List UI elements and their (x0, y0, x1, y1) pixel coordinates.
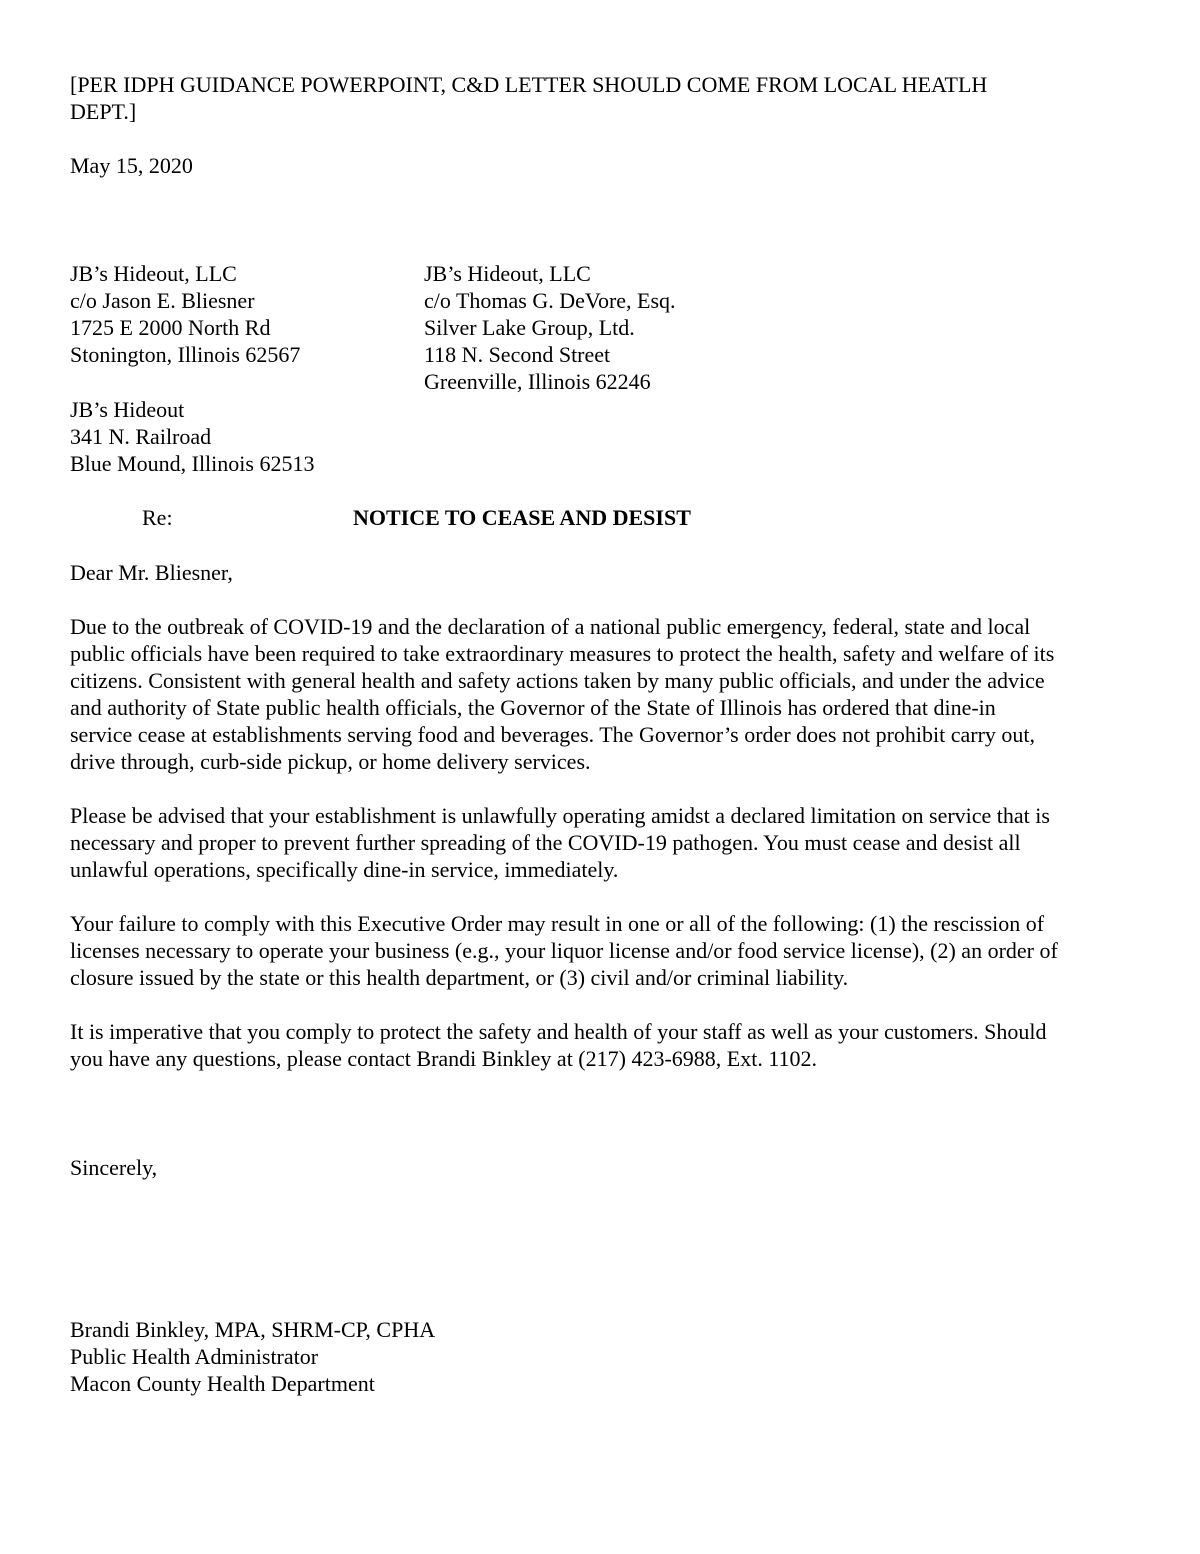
address-line: 341 N. Railroad (70, 424, 212, 449)
address-line: c/o Jason E. Bliesner (70, 288, 255, 313)
body-paragraph (70, 1018, 1132, 1072)
address-line: Greenville, Illinois 62246 (424, 369, 651, 394)
signatory-organization: Macon County Health Department (70, 1371, 375, 1396)
closing: Sincerely, (70, 1155, 158, 1180)
body-paragraph (70, 802, 1132, 883)
signature-block (70, 1316, 1132, 1397)
paragraph-line: drive through, curb-side pickup, or home delivery services. (70, 749, 591, 774)
paragraph-line: Due to the outbreak of COVID-19 and the declaration of a national public emergency, federal, state and local (70, 614, 1031, 639)
paragraph-line: and authority of State public health officials, the Governor of the State of Illinois has ordered that dine-in (70, 695, 996, 720)
guidance-note (70, 71, 1132, 125)
recipient-address-counsel (424, 260, 824, 395)
recipient-address-primary (70, 260, 390, 368)
paragraph-line: It is imperative that you comply to protect the safety and health of your staff as well as your customers. Should (70, 1019, 1047, 1044)
salutation: Dear Mr. Bliesner, (70, 560, 233, 585)
letter-date: May 15, 2020 (70, 153, 193, 178)
address-line: JB’s Hideout (70, 397, 185, 422)
paragraph-line: unlawful operations, specifically dine-in service, immediately. (70, 857, 619, 882)
subject-label: Re: (142, 505, 173, 530)
paragraph-line: service cease at establishments serving food and beverages. The Governor’s order does not prohibit carry out, (70, 722, 1036, 747)
paragraph-line: citizens. Consistent with general health and safety actions taken by many public officials, and under the advice (70, 668, 1045, 693)
address-line: Stonington, Illinois 62567 (70, 342, 301, 367)
guidance-note-line: [PER IDPH GUIDANCE POWERPOINT, C&D LETTER SHOULD COME FROM LOCAL HEATLH (70, 72, 988, 97)
paragraph-line: necessary and proper to prevent further spreading of the COVID-19 pathogen. You must cease and desist all (70, 830, 1021, 855)
paragraph-line: you have any questions, please contact Brandi Binkley at (217) 423-6988, Ext. 1102. (70, 1046, 818, 1071)
address-line: JB’s Hideout, LLC (70, 261, 237, 286)
paragraph-line: licenses necessary to operate your business (e.g., your liquor license and/or food service license), (2) an order of (70, 938, 1058, 963)
guidance-note-line: DEPT.] (70, 99, 137, 124)
address-line: Blue Mound, Illinois 62513 (70, 451, 315, 476)
address-line: JB’s Hideout, LLC (424, 261, 591, 286)
body-paragraph (70, 910, 1132, 991)
paragraph-line: Please be advised that your establishment is unlawfully operating amidst a declared limitation on service that is (70, 803, 1050, 828)
subject-line (0, 504, 1200, 531)
recipient-address-establishment (70, 396, 390, 477)
address-line: c/o Thomas G. DeVore, Esq. (424, 288, 676, 313)
signatory-name: Brandi Binkley, MPA, SHRM-CP, CPHA (70, 1317, 436, 1342)
paragraph-line: public officials have been required to take extraordinary measures to protect the health, safety and welfare of its (70, 641, 1055, 666)
address-line: 118 N. Second Street (424, 342, 611, 367)
subject-heading: NOTICE TO CEASE AND DESIST (353, 505, 691, 530)
address-line: Silver Lake Group, Ltd. (424, 315, 635, 340)
address-line: 1725 E 2000 North Rd (70, 315, 271, 340)
paragraph-line: Your failure to comply with this Executive Order may result in one or all of the following: (1) the rescission of (70, 911, 1045, 936)
paragraph-line: closure issued by the state or this health department, or (3) civil and/or criminal liability. (70, 965, 849, 990)
body-paragraph (70, 613, 1132, 775)
signatory-title: Public Health Administrator (70, 1344, 319, 1369)
